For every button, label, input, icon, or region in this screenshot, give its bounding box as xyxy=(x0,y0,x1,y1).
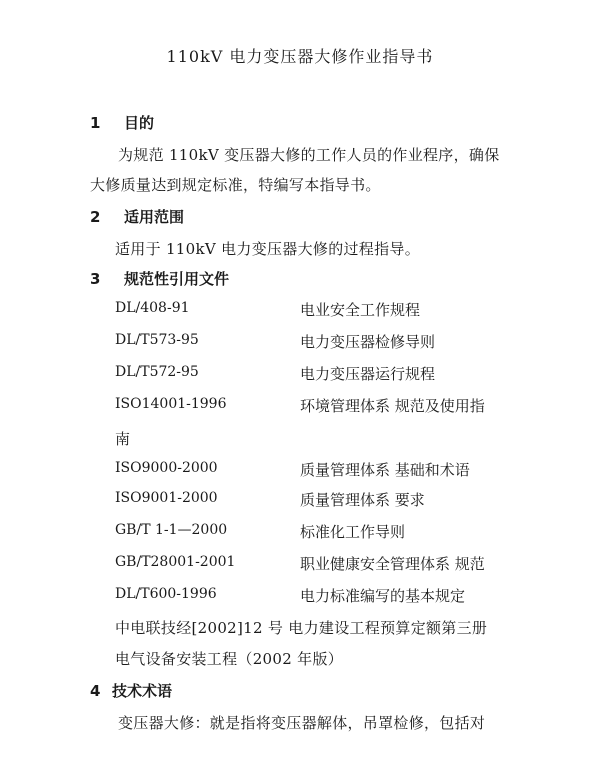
reference-title: 电力变压器检修导则 xyxy=(300,333,436,351)
section-number: 1 xyxy=(90,114,101,132)
reference-extra-line-2: 电气设备安装工程（2002 年版） xyxy=(115,650,344,668)
section-3-heading xyxy=(90,268,229,289)
reference-code: DL/T573-95 xyxy=(115,332,199,348)
reference-title: 质量管理体系 基础和术语 xyxy=(300,461,470,479)
reference-title: 环境管理体系 规范及使用指 xyxy=(300,397,485,415)
section-number: 3 xyxy=(90,270,101,288)
section-title: 适用范围 xyxy=(124,208,185,226)
reference-code: DL/T600-1996 xyxy=(115,586,217,602)
purpose-line-2: 大修质量达到规定标准，特编写本指导书。 xyxy=(90,176,381,194)
section-1-heading xyxy=(90,112,154,133)
reference-code: GB/T28001-2001 xyxy=(115,554,236,570)
scope-line-1: 适用于 110kV 电力变压器大修的过程指导。 xyxy=(115,240,420,258)
terms-line-1: 变压器大修：就是指将变压器解体，吊罩检修，包括对 xyxy=(118,714,486,732)
reference-title: 电业安全工作规程 xyxy=(300,301,421,319)
reference-title: 质量管理体系 要求 xyxy=(300,491,425,509)
reference-title: 电力变压器运行规程 xyxy=(300,365,436,383)
section-4-heading xyxy=(90,680,172,701)
reference-code: ISO9001-2000 xyxy=(115,490,218,506)
reference-title-wrap: 南 xyxy=(115,430,131,448)
section-number: 2 xyxy=(90,208,101,226)
reference-code: DL/T572-95 xyxy=(115,364,199,380)
reference-title: 标准化工作导则 xyxy=(300,523,406,541)
reference-code: DL/408-91 xyxy=(115,300,190,316)
section-title: 技术术语 xyxy=(112,682,173,700)
reference-code: ISO14001-1996 xyxy=(115,396,227,412)
section-2-heading xyxy=(90,206,184,227)
document-title: 110kV 电力变压器大修作业指导书 xyxy=(166,47,434,66)
section-title: 规范性引用文件 xyxy=(124,270,230,288)
reference-code: ISO9000-2000 xyxy=(115,460,218,476)
section-number: 4 xyxy=(90,682,101,700)
purpose-line-1: 为规范 110kV 变压器大修的工作人员的作业程序，确保 xyxy=(118,146,500,164)
reference-title: 电力标准编写的基本规定 xyxy=(300,587,466,605)
reference-title: 职业健康安全管理体系 规范 xyxy=(300,555,485,573)
reference-extra-line-1: 中电联技经[2002]12 号 电力建设工程预算定额第三册 xyxy=(115,619,488,637)
reference-code: GB/T 1-1—2000 xyxy=(115,522,228,538)
section-title: 目的 xyxy=(124,114,155,132)
